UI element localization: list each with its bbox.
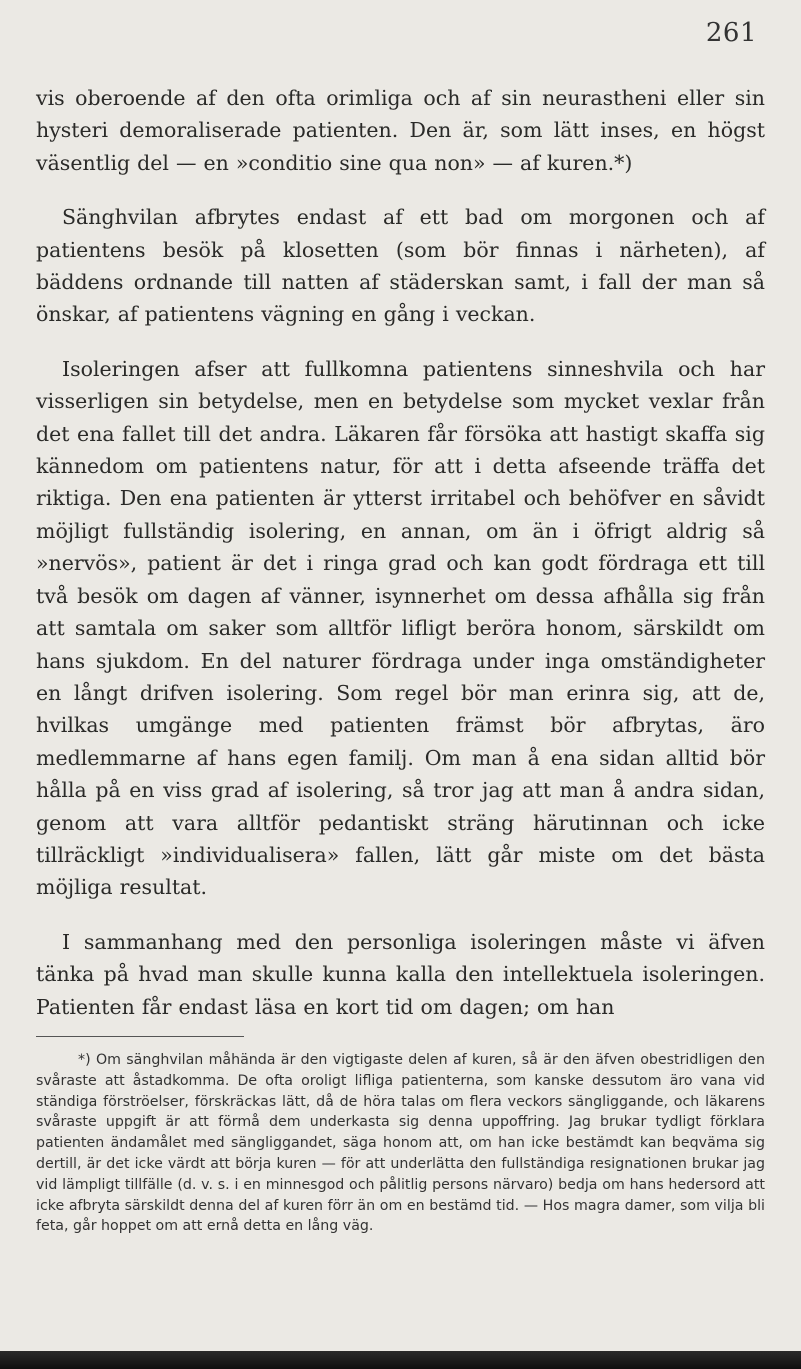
paragraph-continuation: vis oberoende af den ofta orimliga och af sin neurastheni eller sin hysteri demoraliserade patienten. Den är, som lätt inses, en högst väsentlig del — en »conditio sine qua non» — af kuren.*) <box>36 86 765 175</box>
paragraph-intellectual-isolation: I sammanhang med den personliga isoleringen måste vi äfven tänka på hvad man skulle kunna kalla den intellektuela isoleringen. Patienten får endast läsa en kort tid om dagen; om han <box>36 929 765 1019</box>
page-bottom-edge <box>0 1351 801 1369</box>
main-text <box>36 82 765 1023</box>
paragraph-isolation: Isoleringen afser att fullkomna patientens sinneshvila och har visserligen sin betydelse, men en betydelse som mycket vexlar från det ena fallet till det andra. Läkaren får försöka att hastigt skaffa sig kännedom om patientens natur, för att i detta afseende träffa det riktiga. Den ena patienten är ytterst irritabel och behöfver en såvidt möjligt fullständig isolering, en annan, om än i öfrigt aldrig så »nervös», patient är det i ringa grad och kan godt fördraga ett till två besök om dagen af vänner, isynnerhet om dessa afhålla sig från att samtala om saker som alltför lifligt beröra honom, särskildt om hans sjukdom. En del naturer fördraga under inga omständigheter en långt drifven isolering. Som regel bör man erinra sig, att de, hvilkas umgänge med patienten främst bör afbrytas, äro medlemmarne af hans egen familj. Om man å ena sidan alltid bör hålla på en viss grad af isolering, så tror jag att man å andra sidan, genom att vara alltför pedantiskt sträng härutinnan och icke tillräckligt »individualisera» fallen, lätt går miste om det bästa möjliga resultat. <box>36 356 765 900</box>
paragraph-bed-rest: Sänghvilan afbrytes endast af ett bad om morgonen och af patientens besök på klosetten (som bör finnas i närheten), af bäddens ordnande till natten af städerskan samt, i fall der man så önskar, af patientens vägning en gång i veckan. <box>36 205 765 327</box>
footnote <box>36 1050 765 1237</box>
footnote-text: *) Om sänghvilan måhända är den vigtigaste delen af kuren, så är den äfven obestridligen den svåraste att åstadkomma. De ofta oroligt lifliga patienterna, som kanske dessutom äro vana vid ständiga förströelser, förskräckas lätt, då de höra talas om flera veckors sängliggande, och läkarens svåraste uppgift är att förmå dem underkasta sig denna uppoffring. Jag brukar tydligt förklara patienten ändamålet med sängliggandet, säga honom att, om han icke bestämdt kan beqväma sig dertill, är det icke värdt att börja kuren — för att underlätta den fullständiga resignationen brukar jag vid lämpligt tillfälle (d. v. s. i en minnesgod och pålitlig persons närvaro) bedja om hans hedersord att icke afbryta särskildt denna del af kuren förr än om en bestämd tid. — Hos magra damer, som vilja bli feta, går hoppet om att ernå detta en lång väg. <box>36 1052 765 1235</box>
footnote-divider <box>36 1036 244 1037</box>
page-number: 261 <box>705 18 757 48</box>
